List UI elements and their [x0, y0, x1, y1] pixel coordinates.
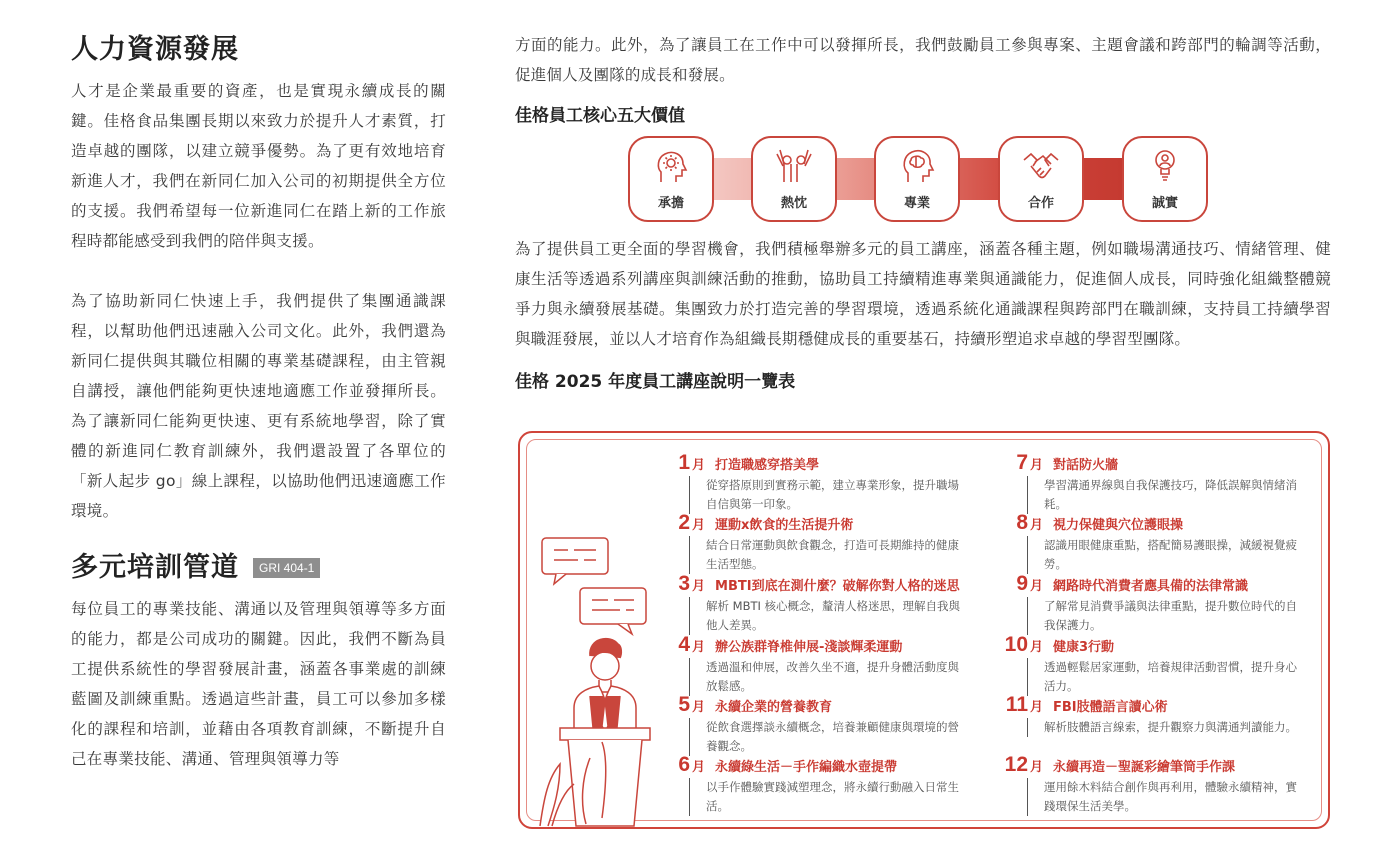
value-item-passion [751, 136, 837, 222]
month-item-5 [666, 693, 976, 756]
paragraph-onboarding: 為了協助新同仁快速上手，我們提供了集團通識課程，以幫助他們迅速融入公司文化。此外，我們還為新同仁提供與其職位相關的專業基礎課程，由主管親自講授，讓他們能夠更快速地適應工作並發揮所長。為了讓新同仁能夠更快速、更有系統地學習，除了實體的新進同仁教育訓練外，我們還設置了各單位的「新人起步 go」線上課程，以協助他們迅速適應工作環境。 [71, 292, 446, 520]
month-item-8 [1004, 511, 1314, 574]
lecture-description: 學習溝通界線與自我保護技巧，降低誤解與情緒消耗。 [1027, 476, 1305, 514]
lecture-description: 結合日常運動與飲食觀念，打造可長期維持的健康生活型態。 [689, 536, 967, 574]
value-label: 誠實 [1151, 196, 1178, 211]
value-item-cooperation [998, 136, 1084, 222]
lecture-description: 解析 MBTI 核心概念，釐清人格迷思，理解自我與他人差異。 [689, 597, 967, 635]
lecture-description: 了解常見消費爭議與法律重點，提升數位時代的自我保護力。 [1027, 597, 1305, 635]
core-values-bar [628, 136, 1208, 224]
cheering-people-icon [774, 146, 814, 186]
paragraph-training: 每位員工的專業技能、溝通以及管理與領導等多方面的能力，都是公司成功的關鍵。因此，我們不斷為員工提供系統性的學習發展計畫，涵蓋各事業處的訓練藍圖及訓練重點。透過這些計畫，員工可以參加多樣化的課程和培訓，並藉由各項教育訓練，不斷提升自己在專業技能、溝通、管理與領導力等 [71, 600, 446, 768]
month-number: 7 [1016, 451, 1028, 474]
value-label: 合作 [1027, 196, 1054, 211]
lightbulb-person-icon [1145, 146, 1185, 186]
lecture-description: 透過溫和伸展，改善久坐不適，提升身體活動度與放鬆感。 [689, 658, 967, 696]
lecture-title: 永續再造－聖誕彩繪筆筒手作課 [1053, 760, 1236, 775]
month-suffix: 月 [692, 640, 706, 655]
lecture-title: 網路時代消費者應具備的法律常識 [1053, 579, 1249, 594]
value-label: 專業 [903, 196, 930, 211]
month-suffix: 月 [692, 700, 706, 715]
month-number: 10 [1004, 633, 1028, 656]
month-suffix: 月 [692, 518, 706, 533]
section-heading-hr-development: 人力資源發展 [71, 34, 239, 65]
month-item-7 [1004, 451, 1314, 514]
lecture-title: FBI肢體語言讀心術 [1053, 700, 1168, 715]
month-number: 3 [678, 572, 690, 595]
handshake-icon [1021, 146, 1061, 186]
value-item-honesty [1122, 136, 1208, 222]
month-item-10 [1004, 633, 1314, 696]
left-column [71, 30, 446, 774]
value-item-professional [874, 136, 960, 222]
lecture-schedule-box [518, 431, 1330, 829]
month-number: 4 [678, 633, 690, 656]
month-suffix: 月 [1030, 579, 1044, 594]
month-number: 8 [1016, 511, 1028, 534]
month-suffix: 月 [692, 579, 706, 594]
month-suffix: 月 [1030, 760, 1044, 775]
month-suffix: 月 [1030, 518, 1044, 533]
value-label: 熱忱 [780, 196, 807, 211]
value-item-responsibility [628, 136, 714, 222]
lecture-title: MBTI到底在測什麼？破解你對人格的迷思 [715, 579, 960, 594]
lecture-title: 運動x飲食的生活提升術 [715, 518, 854, 533]
month-number: 6 [678, 753, 690, 776]
month-item-3 [666, 572, 976, 635]
month-item-11 [1004, 693, 1314, 737]
month-number: 5 [678, 693, 690, 716]
lecture-description: 運用餘木料結合創作與再利用，體驗永續精神，實踐環保生活美學。 [1027, 778, 1305, 816]
lecture-description: 透過輕鬆居家運動，培養規律活動習慣，提升身心活力。 [1027, 658, 1305, 696]
month-number: 2 [678, 511, 690, 534]
lecture-title: 打造職感穿搭美學 [715, 458, 820, 473]
month-item-6 [666, 753, 976, 816]
paragraph-abilities-continued: 方面的能力。此外，為了讓員工在工作中可以發揮所長，我們鼓勵員工參與專案、主題會議和跨部門的輪調等活動，促進個人及團隊的成長和發展。 [515, 36, 1331, 84]
lecture-title: 永續綠生活－手作編織水壺提帶 [715, 760, 898, 775]
month-suffix: 月 [1030, 458, 1044, 473]
brain-head-icon [897, 146, 937, 186]
month-number: 11 [1005, 693, 1028, 716]
lecture-description: 解析肢體語言線索，提升觀察力與溝通判讀能力。 [1027, 718, 1305, 737]
month-suffix: 月 [1030, 700, 1044, 715]
lecture-title: 視力保健與穴位護眼操 [1053, 518, 1184, 533]
gear-head-icon [651, 146, 691, 186]
gri-badge: GRI 404-1 [253, 558, 320, 578]
right-column [515, 30, 1331, 402]
month-number: 9 [1016, 572, 1028, 595]
lecture-description: 從穿搭原則到實務示範，建立專業形象，提升職場自信與第一印象。 [689, 476, 967, 514]
lecture-description: 以手作體驗實踐減塑理念，將永續行動融入日常生活。 [689, 778, 967, 816]
schedule-heading: 佳格 2025 年度員工講座說明一覽表 [515, 372, 796, 392]
month-item-2 [666, 511, 976, 574]
month-item-1 [666, 451, 976, 514]
lecture-description: 從飲食選擇談永續概念，培養兼顧健康與環境的營養觀念。 [689, 718, 967, 756]
month-number: 1 [678, 451, 690, 474]
paragraph-lectures: 為了提供員工更全面的學習機會，我們積極舉辦多元的員工講座，涵蓋各種主題，例如職場溝通技巧、情緒管理、健康生活等透過系列講座與訓練活動的推動，協助員工持續精進專業與通識能力，促進個人成長，同時強化組織整體競爭力與永續發展基礎。集團致力於打造完善的學習環境，透過系統化通識課程與跨部門在職訓練，支持員工持續學習與職涯發展，並以人才培育作為組織長期穩健成長的重要基石，持續形塑追求卓越的學習型團隊。 [515, 240, 1331, 348]
lecture-title: 永續企業的營養教育 [715, 700, 833, 715]
lecture-title: 健康3行動 [1053, 640, 1115, 655]
paragraph-talent: 人才是企業最重要的資產，也是實現永續成長的關鍵。佳格食品集團長期以來致力於提升人才素質，打造卓越的團隊，以建立競爭優勢。為了更有效地培育新進人才，我們在新同仁加入公司的初期提供全方位的支援。我們希望每一位新進同仁在踏上新的工作旅程時都能感受到我們的陪伴與支援。 [71, 82, 446, 250]
month-suffix: 月 [1030, 640, 1044, 655]
lecture-title: 辦公族群脊椎伸展-淺談輝柔運動 [715, 640, 903, 655]
core-values-heading: 佳格員工核心五大價值 [515, 106, 685, 126]
lecture-description: 認識用眼健康重點，搭配簡易護眼操，減緩視覺疲勞。 [1027, 536, 1305, 574]
speaker-illustration [530, 528, 675, 828]
value-label: 承擔 [657, 196, 684, 211]
month-number: 12 [1004, 753, 1028, 776]
training-heading-row [71, 548, 446, 588]
section-heading-training-channels: 多元培訓管道 [71, 552, 239, 583]
month-suffix: 月 [692, 760, 706, 775]
lecture-title: 對話防火牆 [1053, 458, 1119, 473]
month-suffix: 月 [692, 458, 706, 473]
month-item-12 [1004, 753, 1314, 816]
month-item-9 [1004, 572, 1314, 635]
month-item-4 [666, 633, 976, 696]
